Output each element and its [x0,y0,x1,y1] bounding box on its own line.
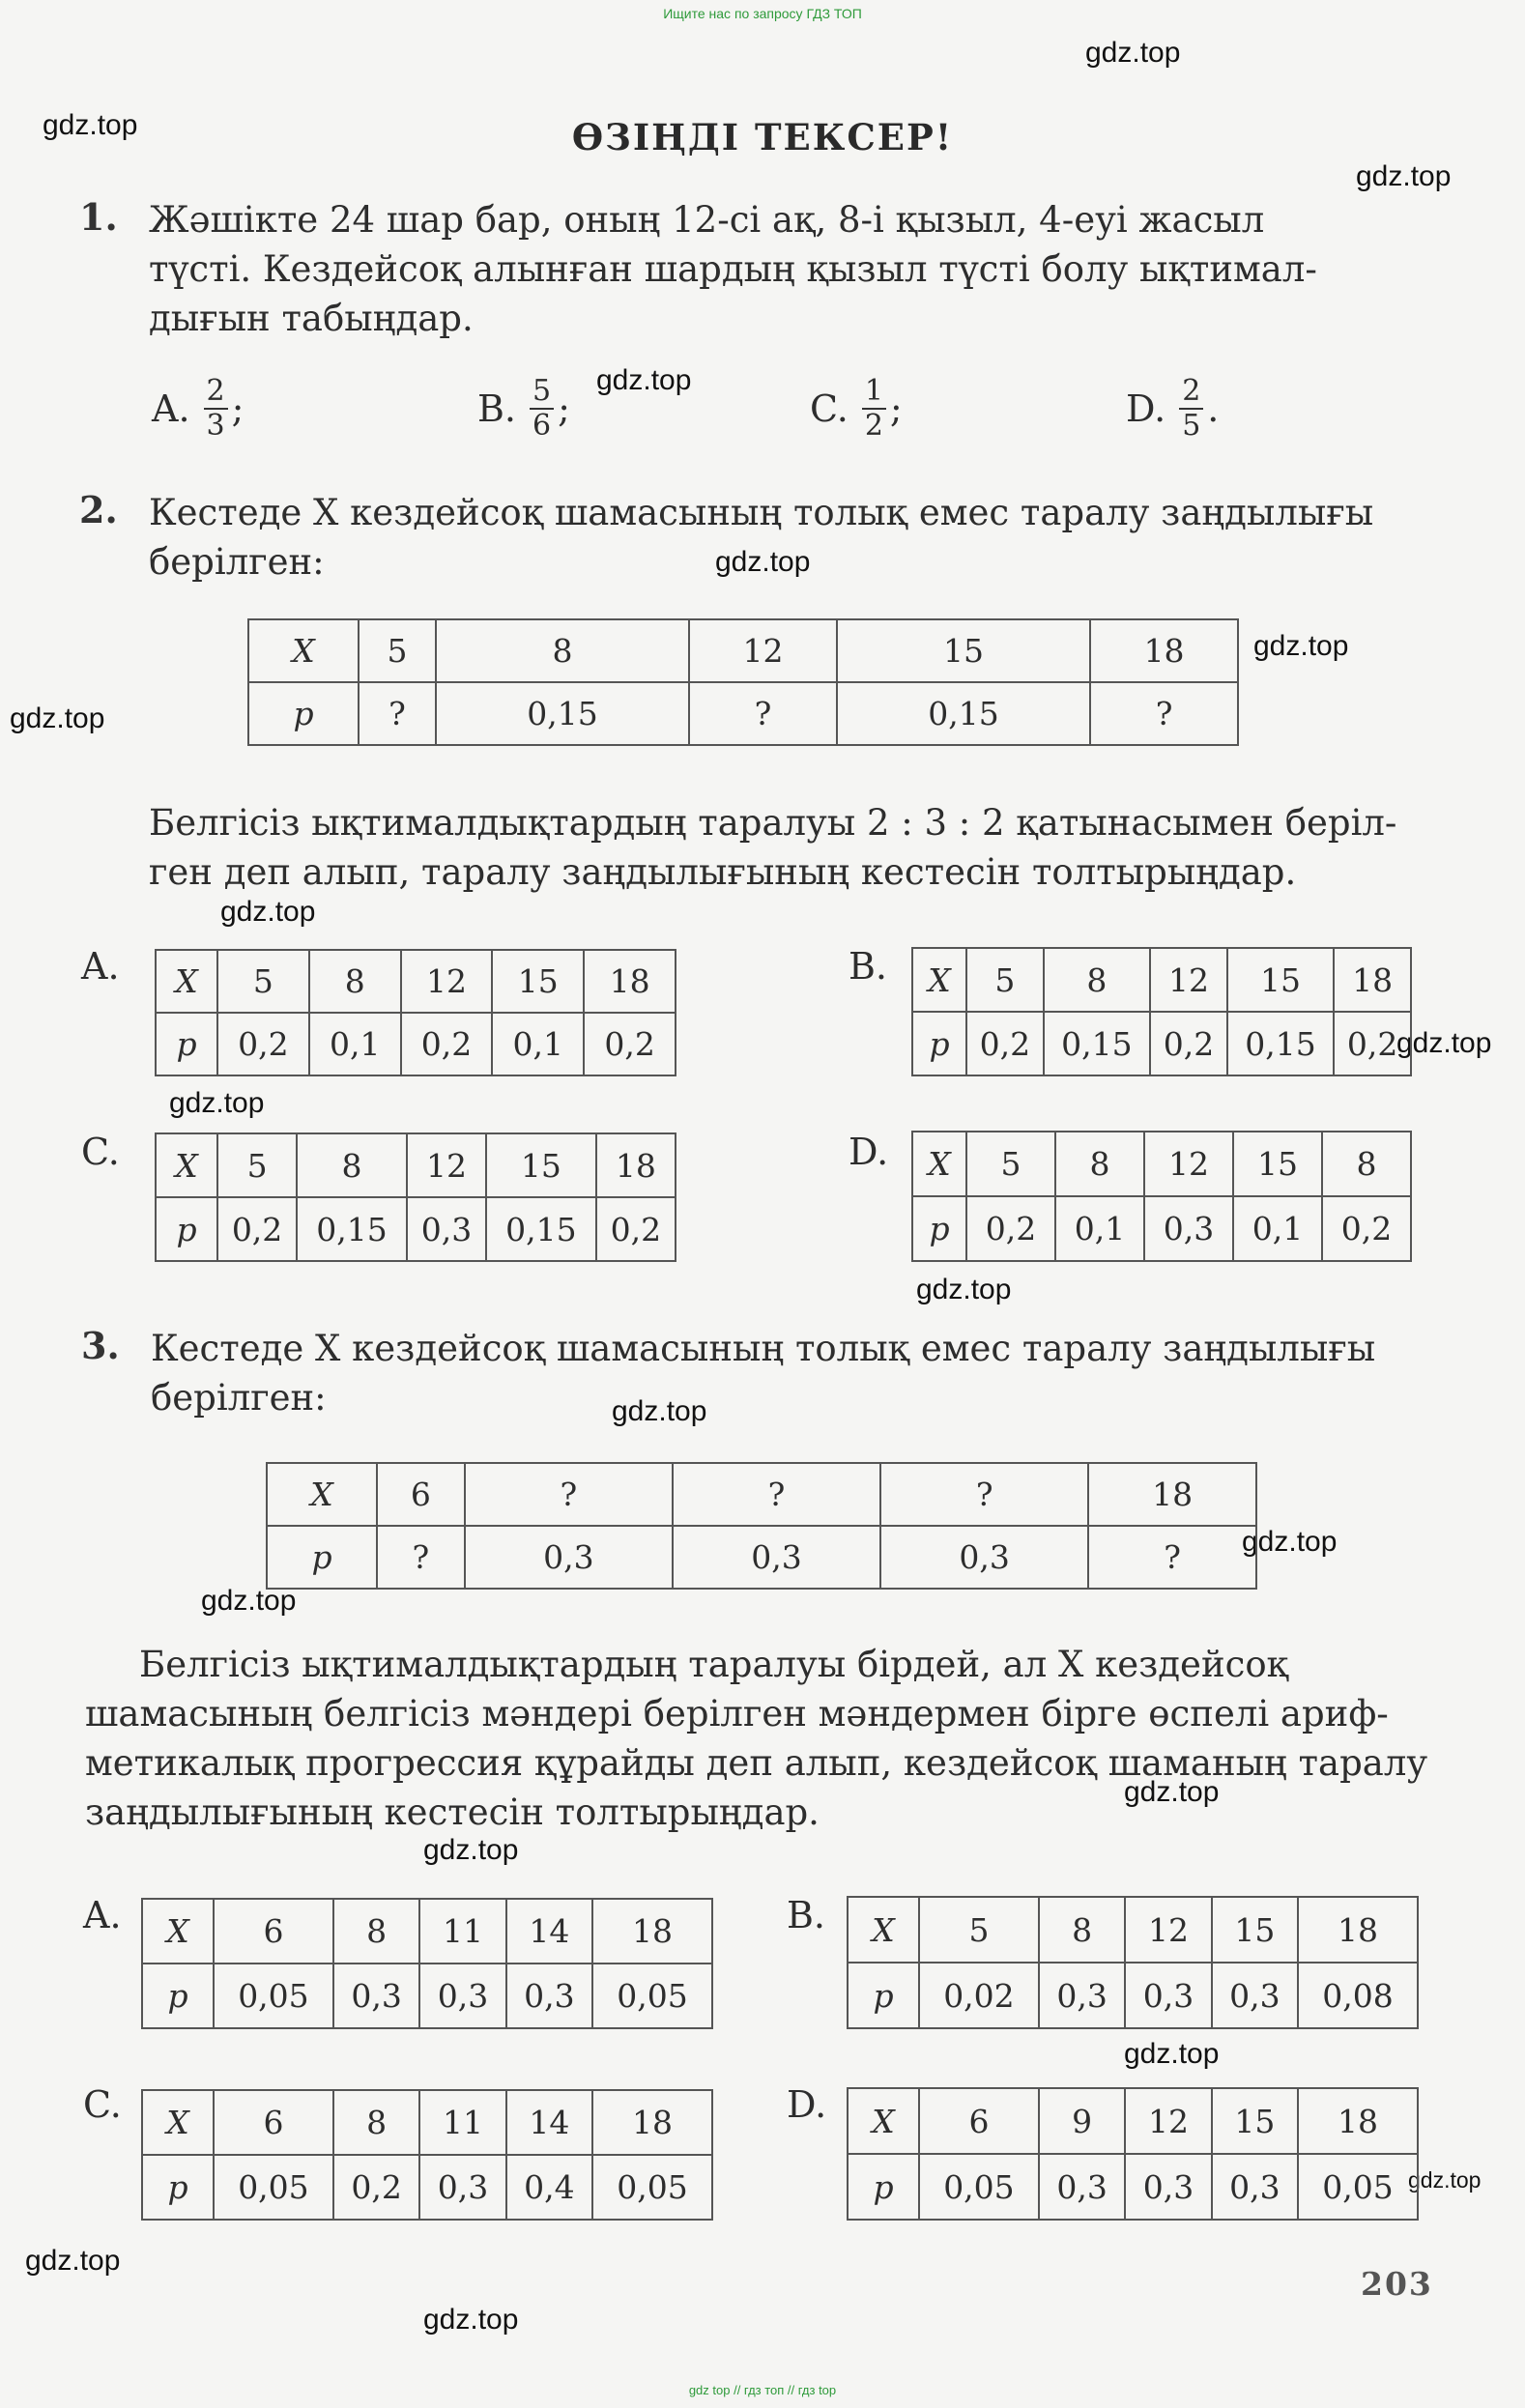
table-cell: 0,3 [506,1964,592,2028]
text-line: берілген: [149,541,325,583]
question-number: 2. [79,488,118,531]
question-1-text [149,195,1405,343]
answer-option-b[interactable] [477,375,570,443]
table-row [912,1132,1411,1196]
table-cell: 5 [919,1897,1039,1963]
table-cell: 0,3 [1125,2154,1211,2220]
text-line: метикалық прогрессия құрайды деп алып, кездейсоқ шаманың таралу [85,1742,1428,1784]
table-cell: ? [1088,1526,1256,1589]
punct: ; [558,387,570,430]
table-cell: 15 [1212,2088,1298,2154]
table-cell: 0,2 [596,1197,676,1261]
table-row [848,2088,1418,2154]
table-cell: 11 [419,2090,505,2155]
denominator: 5 [1182,409,1201,443]
table-cell: 18 [584,950,676,1013]
table-cell: 0,2 [966,1012,1044,1075]
table-cell: 0,4 [506,2155,592,2220]
question-2-text [149,488,1405,587]
watermark: gdz.top [1124,2038,1220,2070]
answer-table-d[interactable] [847,2087,1419,2221]
table-cell: p [156,1197,217,1261]
table-cell: 0,3 [419,2155,505,2220]
table-cell: 12 [401,950,493,1013]
answer-label: B. [787,1894,826,1936]
table-cell: 12 [1125,2088,1211,2154]
table-row [248,619,1238,682]
table-cell: 0,3 [333,1964,419,2028]
watermark: gdz.top [201,1585,297,1617]
table-cell: 5 [966,948,1044,1012]
table-cell: X [912,1132,966,1196]
text-line: Кестеде X кездейсоқ шамасының толық емес таралу заңдылығы [151,1328,1376,1369]
table-row [267,1526,1256,1589]
answer-label: D. [849,1131,889,1173]
table-cell: 6 [214,2090,333,2155]
question-number: 1. [79,195,118,239]
table-row [848,1897,1418,1963]
text-line: заңдылығының кестесін толтырыңдар. [85,1792,820,1833]
table-cell: 9 [1039,2088,1125,2154]
table-cell: 0,2 [333,2155,419,2220]
table-cell: 12 [689,619,837,682]
question-3-condition [85,1640,1428,1837]
table-cell: 8 [1039,1897,1125,1963]
table-cell: 18 [1298,2088,1418,2154]
watermark: gdz.top [10,702,105,734]
answer-table-c[interactable] [155,1132,676,1262]
table-row [267,1463,1256,1526]
table-cell: 0,05 [1298,2154,1418,2220]
table-cell: 0,2 [217,1197,297,1261]
table-cell: X [912,948,966,1012]
table-cell: 0,3 [1039,1963,1125,2028]
watermark: gdz.top [169,1087,265,1119]
given-distribution-table [266,1462,1257,1590]
question-3-text [151,1324,1407,1422]
answer-table-b[interactable] [847,1896,1419,2029]
table-cell: ? [673,1463,880,1526]
table-cell: 8 [297,1133,407,1197]
table-cell: 0,3 [1212,1963,1298,2028]
option-label: A. [152,387,190,430]
table-cell: ? [689,682,837,745]
page-number: 203 [1361,2265,1433,2303]
table-cell: 0,3 [880,1526,1088,1589]
watermark: gdz.top [916,1274,1012,1305]
table-cell: 0,05 [214,1964,333,2028]
watermark: gdz.top [43,109,138,141]
answer-label: A. [83,1894,122,1936]
table-row [142,1964,712,2028]
table-cell: 0,05 [592,1964,712,2028]
fraction [862,375,886,443]
table-cell: 8 [1055,1132,1144,1196]
table-cell: 0,3 [1212,2154,1298,2220]
table-cell: 5 [217,1133,297,1197]
table-cell: 0,3 [419,1964,505,2028]
table-cell: 0,05 [214,2155,333,2220]
table-cell: 12 [1125,1897,1211,1963]
table-cell: 0,3 [1039,2154,1125,2220]
answer-table-a[interactable] [141,1898,713,2029]
table-cell: 0,05 [919,2154,1039,2220]
answer-label: C. [83,2083,122,2126]
numerator: 2 [1179,375,1203,410]
table-cell: 0,08 [1298,1963,1418,2028]
table-cell: ? [880,1463,1088,1526]
table-cell: 12 [1144,1132,1233,1196]
watermark: gdz.top [612,1395,707,1427]
table-cell: 0,15 [486,1197,596,1261]
text-line: дығын табыңдар. [149,298,474,339]
watermark: gdz.top [423,2304,519,2336]
table-cell: p [912,1012,966,1075]
answer-option-a[interactable] [152,375,244,443]
table-cell: 0,3 [673,1526,880,1589]
answer-label: C. [81,1131,120,1173]
table-cell: 0,2 [1334,1012,1411,1075]
table-cell: 0,3 [407,1197,486,1261]
table-row [156,1133,676,1197]
table-row [848,1963,1418,2028]
table-cell: X [142,2090,214,2155]
table-cell: 6 [214,1899,333,1964]
answer-table-a[interactable] [155,949,676,1076]
option-label: D. [1126,387,1166,430]
watermark: gdz.top [220,896,316,928]
denominator: 3 [206,409,225,443]
answer-table-c[interactable] [141,2089,713,2221]
table-row [156,1197,676,1261]
fraction [204,375,228,443]
table-cell: 0,1 [492,1013,584,1075]
watermark: gdz.top [1356,160,1452,192]
table-row [142,1899,712,1964]
numerator: 1 [862,375,886,410]
table-cell: 0,05 [592,2155,712,2220]
punct: ; [889,387,903,430]
table-cell: 5 [217,950,309,1013]
text-line: түсті. Кездейсоқ алынған шардың қызыл түсті болу ықтимал- [149,248,1317,290]
table-cell: 0,3 [1125,1963,1211,2028]
punct: . [1207,387,1220,430]
given-distribution-table [247,618,1239,746]
table-cell: 0,3 [465,1526,673,1589]
table-row [156,1013,676,1075]
answer-label: A. [81,945,120,988]
table-cell: 12 [407,1133,486,1197]
punct: ; [231,387,245,430]
table-cell: p [848,2154,919,2220]
answer-table-b[interactable] [911,947,1412,1076]
table-cell: 18 [1088,1463,1256,1526]
table-cell: 14 [506,1899,592,1964]
page-title: ӨЗІҢДІ ТЕКСЕР! [571,116,954,158]
answer-option-d[interactable] [1126,375,1219,443]
table-cell: 5 [966,1132,1055,1196]
table-cell: X [142,1899,214,1964]
table-cell: p [912,1196,966,1261]
table-cell: ? [1090,682,1238,745]
table-row [248,682,1238,745]
table-row [912,948,1411,1012]
table-cell: 6 [919,2088,1039,2154]
option-label: B. [477,387,517,430]
denominator: 2 [864,409,883,443]
table-cell: ? [359,682,436,745]
watermark: gdz.top [715,546,811,578]
answer-option-c[interactable] [810,375,903,443]
footer-note: gdz top // гдз топ // гдз top [688,2383,837,2397]
table-cell: 0,2 [966,1196,1055,1261]
denominator: 6 [532,409,552,443]
table-cell: 18 [1090,619,1238,682]
table-cell: p [142,1964,214,2028]
table-cell: 5 [359,619,436,682]
table-cell: 8 [309,950,401,1013]
table-cell: 18 [592,2090,712,2155]
watermark: gdz.top [596,364,692,396]
table-cell: 0,2 [1150,1012,1227,1075]
table-cell: 8 [333,1899,419,1964]
watermark: gdz.top [423,1834,519,1866]
answer-table-d[interactable] [911,1131,1412,1262]
table-row [142,2155,712,2220]
table-cell: 0,15 [1227,1012,1334,1075]
table-cell: 8 [436,619,689,682]
table-cell: 0,3 [1144,1196,1233,1261]
table-cell: 18 [592,1899,712,1964]
table-cell: 15 [486,1133,596,1197]
table-cell: 18 [1298,1897,1418,1963]
table-row [912,1012,1411,1075]
watermark: gdz.top [1124,1776,1220,1808]
table-cell: X [156,950,217,1013]
table-cell: 8 [333,2090,419,2155]
option-label: C. [810,387,849,430]
table-cell: 15 [1227,948,1334,1012]
table-cell: 0,2 [401,1013,493,1075]
table-cell: 0,2 [584,1013,676,1075]
question-number: 3. [81,1324,120,1367]
table-cell: X [848,2088,919,2154]
table-cell: 14 [506,2090,592,2155]
question-2-condition [149,798,1405,897]
table-cell: X [267,1463,377,1526]
table-cell: 15 [1233,1132,1322,1196]
table-cell: 0,15 [1044,1012,1150,1075]
table-cell: p [248,682,359,745]
watermark: gdz.top [1085,37,1181,69]
table-cell: 0,02 [919,1963,1039,2028]
table-cell: 15 [837,619,1090,682]
watermark: gdz.top [1253,630,1349,662]
answer-label: B. [849,945,888,988]
watermark: gdz.top [1396,1027,1492,1059]
table-cell: ? [465,1463,673,1526]
table-cell: 18 [596,1133,676,1197]
table-cell: 0,2 [217,1013,309,1075]
header-note: Ищите нас по запросу ГДЗ ТОП [663,6,862,21]
table-row [142,2090,712,2155]
table-cell: X [156,1133,217,1197]
text-line: Жәшікте 24 шар бар, оның 12-сі ақ, 8-і қызыл, 4-еуі жасыл [149,199,1265,241]
text-line: берілген: [151,1377,327,1419]
table-cell: 18 [1334,948,1411,1012]
text-line: Белгісіз ықтималдықтардың таралуы бірдей, ал X кездейсоқ [139,1644,1289,1685]
table-cell: 0,15 [837,682,1090,745]
answer-label: D. [787,2083,827,2126]
table-cell: 8 [1044,948,1150,1012]
table-cell: 8 [1322,1132,1411,1196]
table-cell: p [267,1526,377,1589]
table-cell: 0,1 [309,1013,401,1075]
text-line: шамасының белгісіз мәндері берілген мәндермен бірге өспелі ариф- [85,1693,1389,1734]
table-cell: 0,15 [436,682,689,745]
table-cell: p [848,1963,919,2028]
text-line: Белгісіз ықтималдықтардың таралуы 2 : 3 : 2 қатынасымен беріл- [149,802,1397,844]
table-cell: X [848,1897,919,1963]
table-cell: 0,1 [1055,1196,1144,1261]
table-cell: 6 [377,1463,465,1526]
table-cell: p [156,1013,217,1075]
watermark: gdz.top [1408,2167,1482,2193]
numerator: 2 [204,375,228,410]
watermark: gdz.top [25,2245,121,2277]
table-cell: X [248,619,359,682]
table-cell: 0,1 [1233,1196,1322,1261]
table-row [156,950,676,1013]
fraction [530,375,554,443]
table-cell: 15 [492,950,584,1013]
fraction [1179,375,1203,443]
table-cell: 15 [1212,1897,1298,1963]
table-cell: 0,2 [1322,1196,1411,1261]
watermark: gdz.top [1242,1526,1338,1558]
table-cell: 11 [419,1899,505,1964]
table-cell: ? [377,1526,465,1589]
table-cell: p [142,2155,214,2220]
table-row [848,2154,1418,2220]
table-cell: 0,15 [297,1197,407,1261]
text-line: Кестеде X кездейсоқ шамасының толық емес таралу заңдылығы [149,492,1374,533]
table-cell: 12 [1150,948,1227,1012]
text-line: ген деп алып, таралу заңдылығының кестесін толтырыңдар. [149,851,1297,893]
numerator: 5 [530,375,554,410]
table-row [912,1196,1411,1261]
